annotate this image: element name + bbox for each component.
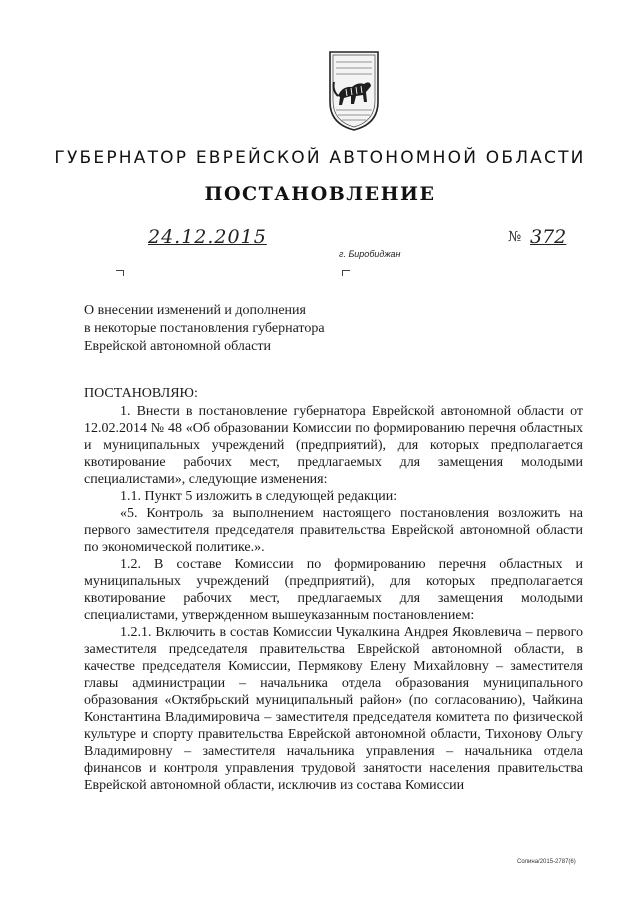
issuing-authority: ГУБЕРНАТОР ЕВРЕЙСКОЙ АВТОНОМНОЙ ОБЛАСТИ [54, 148, 586, 168]
resolution-heading: ПОСТАНОВЛЯЮ: [84, 386, 198, 401]
number-sign: № [508, 229, 522, 245]
body-paragraph: 1.2.1. Включить в состав Комиссии Чукалкина Андрея Яковлевича – первого заместителя председателя правительства Еврейской автономной области, в качестве председателя Комиссии, Пермякову Елену Михайловну – заместителя главы администрации – начальника отдела образования муниципального образования «Октябрьский муниципальный район» (по согласованию), Чайкина Константина Владимировича – заместителя председателя комитета по физической культуре и спорту правительства Еврейской автономной области, Тихонову Ольгу Владимировну – заместителя начальника управления – начальника отдела финансов и контроля управления трудовой занятости населения правительства Еврейской автономной области, исключив из состава Комиссии [84, 625, 583, 793]
document-subject [84, 302, 325, 356]
body-paragraph: 1.1. Пункт 5 изложить в следующей редакции: [120, 489, 398, 504]
coat-of-arms-icon [324, 50, 384, 132]
document-type-title: ПОСТАНОВЛЕНИЕ [204, 183, 436, 205]
document-date: 24.12.2015 [148, 226, 267, 248]
right-corner-mark [342, 270, 350, 276]
document-code: Солина/2015-2787(6) [517, 859, 576, 865]
body-paragraph: 1. Внести в постановление губернатора Еврейской автономной области от 12.02.2014 № 48 «Об образовании Комиссии по формированию перечня областных и муниципальных учреждений (предприятий), для которых предполагается квотирование рабочих мест, предлагаемых для замещения молодыми специалистами», следующие изменения: [84, 404, 583, 487]
subject-line: О внесении изменений и дополнения [84, 303, 306, 318]
document-body [84, 385, 583, 794]
left-corner-mark [116, 270, 124, 276]
subject-line: Еврейской автономной области [84, 339, 271, 354]
body-paragraph: «5. Контроль за выполнением настоящего постановления возложить на первого заместителя председателя правительства Еврейской автономной области по экономической политике.». [84, 506, 583, 555]
body-paragraph: 1.2. В составе Комиссии по формированию перечня областных и муниципальных учреждений (предприятий), для которых предполагается квотирование рабочих мест, предлагаемых для замещения молодыми специалистами, утвержденном вышеуказанным постановлением: [84, 557, 583, 623]
document-number: 372 [530, 226, 567, 248]
city-name: г. Биробиджан [339, 249, 401, 259]
subject-line: в некоторые постановления губернатора [84, 321, 325, 336]
